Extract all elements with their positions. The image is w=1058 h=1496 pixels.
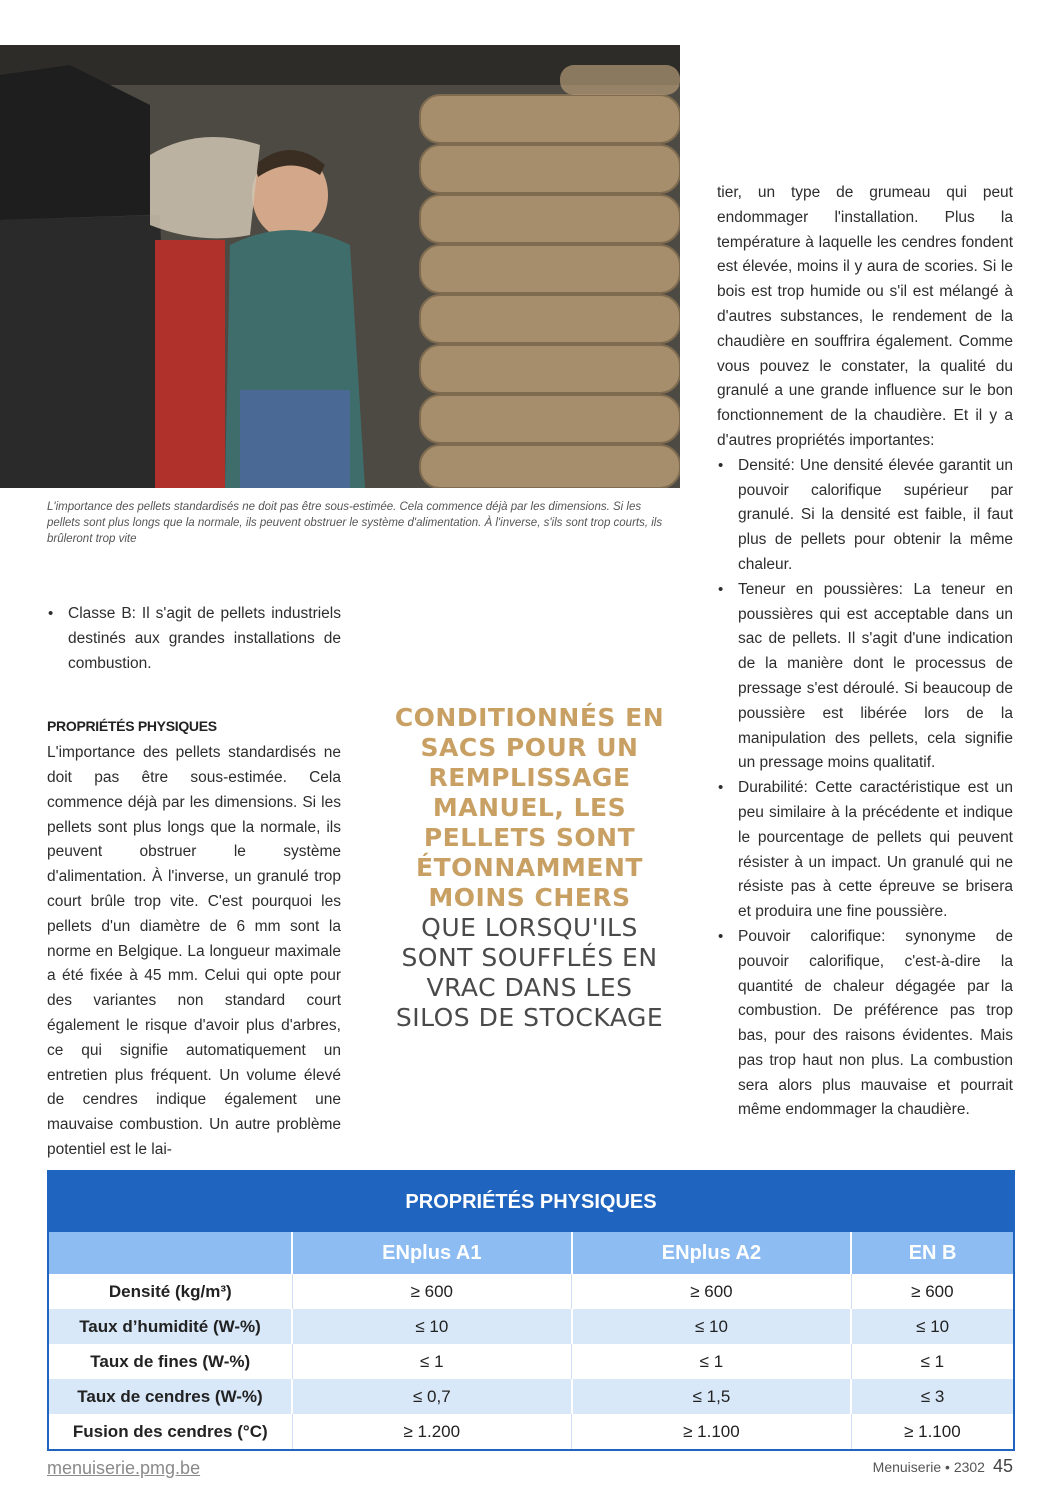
left-paragraph: L'importance des pellets standardisés ne doit pas être sous-estimée. Cela commence déjà par les dimensions. Si les pellets sont plus longs que la normale, ils peuvent obstruer le système d'alimentation. À l'inverse, un granulé trop court brûle trop vite. C'est pourquoi les pellets d'un diamètre de 6 mm sont la norme en Belgique. La longueur maximale a été fixée à 45 mm. Celui qui opte pour des variantes non standard court également le risque d'avoir plus d'arbres, ce qui signifie automatiquement un entretien plus fréquent. Un volume élevé de cendres indique également une mauvaise combustion. Un autre problème potentiel est le lai- [47, 744, 341, 1158]
table-row [48, 1344, 1014, 1379]
column-header-en-b: EN B [851, 1232, 1014, 1274]
bullet-pouvoir-calorifique: • Pouvoir calorifique: synonyme de pouvoir calorifique, c'est-à-dire la quantité de chaleur dégagée par la combustion. De préférence pas trop bas, pour des raisons évidentes. Mais pas trop haut non plus. La combustion sera alors plus mauvaise et pourrait même endommager la chaudière. [717, 925, 1013, 1123]
table-cell: ≤ 3 [851, 1379, 1014, 1414]
table-row [48, 1414, 1014, 1450]
table-cell: ≤ 10 [292, 1309, 572, 1344]
section-heading: PROPRIÉTÉS PHYSIQUES [47, 718, 217, 735]
left-column [47, 602, 341, 1163]
table-cell: ≤ 1 [572, 1344, 852, 1379]
bullet-poussieres: • Teneur en poussières: La teneur en poussières qui est acceptable dans un sac de pellets. Il s'agit d'une indication de la manière dont le processus de pressage s'est déroulé. Si beaucoup de poussière est libérée lors de la manipulation des pellets, cela signifie un pressage moins qualitatif. [717, 578, 1013, 776]
table-cell: ≥ 600 [572, 1274, 852, 1309]
table-cell: ≥ 600 [851, 1274, 1014, 1309]
website-link[interactable]: menuiserie.pmg.be [47, 1458, 201, 1478]
right-bullet-list [717, 454, 1013, 1124]
pull-quote-accent: CONDITIONNÉS EN SACS POUR UN REMPLISSAGE MANUEL, LES PELLETS SONT ÉTONNAMMENT MOINS CHERS [394, 703, 665, 912]
row-label: Taux d’humidité (W-%) [48, 1309, 292, 1344]
table-title: PROPRIÉTÉS PHYSIQUES [48, 1171, 1014, 1232]
table-row [48, 1274, 1014, 1309]
table-cell: ≥ 600 [292, 1274, 572, 1309]
bullet-classe-b: • Classe B: Il s'agit de pellets industriels destinés aux grandes installations de combustion. [47, 602, 341, 676]
table-cell: ≥ 1.200 [292, 1414, 572, 1450]
table-cell: ≥ 1.100 [572, 1414, 852, 1450]
right-column [717, 181, 1013, 1123]
bullet-densite: • Densité: Une densité élevée garantit un pouvoir calorifique supérieur par granulé. Si la densité est faible, il faut plus de pellets pour obtenir la même chaleur. [717, 454, 1013, 578]
row-label: Densité (kg/m³) [48, 1274, 292, 1309]
footer-issue [873, 1456, 1013, 1477]
pellet-bags-illustration [0, 45, 680, 488]
page-number: 45 [992, 1456, 1013, 1476]
article-photo [0, 45, 680, 488]
row-label: Taux de fines (W-%) [48, 1344, 292, 1379]
table-cell: ≤ 0,7 [292, 1379, 572, 1414]
table-row [48, 1309, 1014, 1344]
row-label: Fusion des cendres (°C) [48, 1414, 292, 1450]
table-cell: ≥ 1.100 [851, 1414, 1014, 1450]
issue-label: Menuiserie • 2302 [872, 1459, 985, 1475]
column-header-enplus-a1: ENplus A1 [292, 1232, 572, 1274]
properties-table [47, 1170, 1015, 1451]
photo-caption: L'importance des pellets standardisés ne doit pas être sous-estimée. Cela commence déjà par les dimensions. Si les pellets sont plus longs que la normale, ils peuvent obstruer le système d'alimentation. À l'inverse, s'ils sont trop courts, ils brûleront trop vite [47, 501, 663, 545]
table-corner-header [48, 1232, 292, 1274]
left-bullet-list [47, 602, 341, 676]
row-label: Taux de cendres (W-%) [48, 1379, 292, 1414]
bullet-durabilite: • Durabilité: Cette caractéristique est un peu similaire à la précédente et indique le pourcentage de pellets qui peuvent résister à un impact. Un granulé qui ne résiste pas à cette épreuve se brisera et produira une fine poussière. [717, 776, 1013, 925]
table-cell: ≤ 1,5 [572, 1379, 852, 1414]
table-cell: ≤ 1 [292, 1344, 572, 1379]
right-paragraph: tier, un type de grumeau qui peut endommager l'installation. Plus la température à laquelle les cendres fondent est élevée, moins il y aura de scories. Si le bois est trop humide ou s'il est mélangé à d'autres substances, le rendement de la chaudière en souffrira également. Comme vous pouvez le constater, la qualité du granulé a une grande influence sur le bon fonctionnement de la chaudière. Et il y a d'autres propriétés importantes: [717, 184, 1013, 449]
table-row [48, 1379, 1014, 1414]
table-cell: ≤ 10 [572, 1309, 852, 1344]
pull-quote-normal: QUE LORSQU'ILS SONT SOUFFLÉS EN VRAC DANS LES SILOS DE STOCKAGE [395, 913, 664, 1032]
column-header-enplus-a2: ENplus A2 [572, 1232, 852, 1274]
pull-quote [392, 703, 667, 1033]
table-cell: ≤ 10 [851, 1309, 1014, 1344]
table-cell: ≤ 1 [851, 1344, 1014, 1379]
